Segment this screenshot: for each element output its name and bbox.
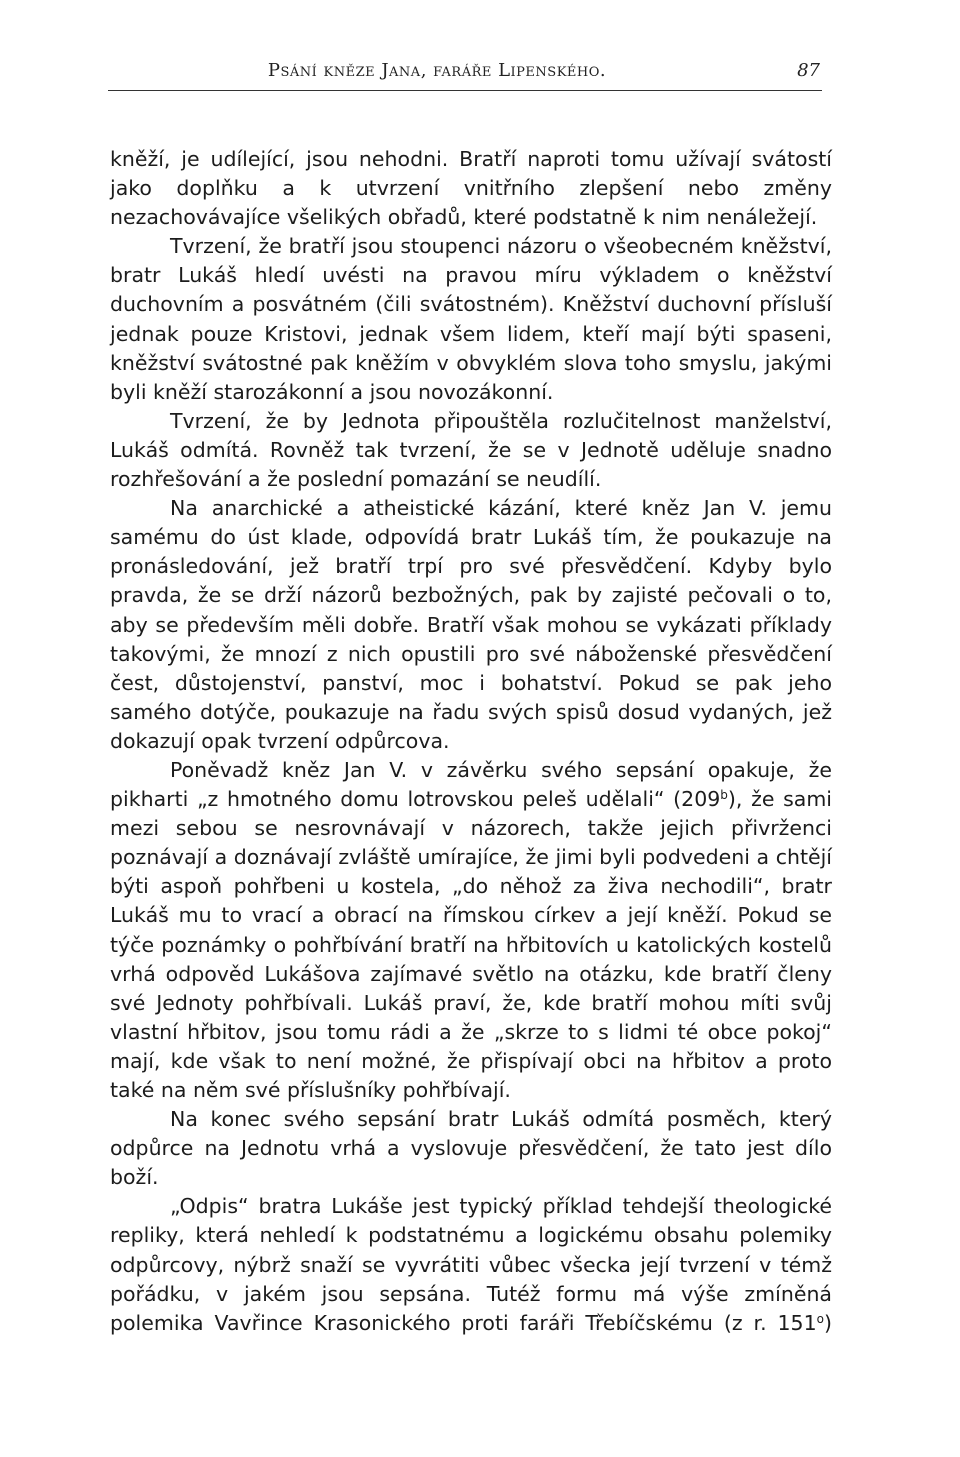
running-title: Psání kněze Jana, faráře Lipenského. (267, 60, 607, 81)
paragraph (110, 1192, 832, 1337)
paragraph: Na anarchické a atheistické kázání, které kněz Jan V. jemu samému do úst klade, odpovídá bratr Lukáš tím, že poukazuje na pronásledování, jež bratří trpí pro své přesvědčení. Kdyby bylo pravda, že se drží názorů bezbožných, pak by zajisté pečovali o to, aby se především měli dobře. Bratří však mohou se vykázati příklady takovými, že mnozí z nich opustili pro své náboženské přesvědčení čest, důstojenství, panství, moc i bohatství. Pokud se pak jeho samého dotýče, poukazuje na řadu svých spisů dosud vydaných, jež dokazují opak tvrzení odpůrcova. (110, 496, 832, 753)
body-text (110, 145, 832, 1338)
paragraph: Na konec svého sepsání bratr Lukáš odmítá posměch, který odpůrce na Jednotu vrhá a vyslovuje přesvědčení, že tato jest dílo boží. (110, 1107, 832, 1190)
paragraph-text: ), že sami mezi sebou se nesrovnávají v názorech, takže jejich přivrženci poznávají a doznávají zvláště umírajíce, že jimi byli podvedeni a chtějí býti aspoň pohřbeni u kostela, „do něhož za živa nechodili“, bratr Lukáš mu to vrací a obrací na římskou církev a její kněží. Pokud se týče poznámky o pohřbívání bratří na hřbitovích u katolických kostelů vrhá odpověd Lukášova zajímavé světlo na otázku, kde bratří členy své Jednoty pohřbívali. Lukáš praví, že, kde bratří mohou míti svůj vlastní hřbitov, jsou tomu rádi a že „skrze to s lidmi té obce pokoj“ mají, kde však to není možné, že přispívají obci na hřbitov a proto také na něm své příslušníky pohřbívají. (110, 787, 833, 1102)
paragraph-text: ) (824, 1310, 832, 1335)
header-rule (108, 90, 822, 91)
paragraph: Tvrzení, že bratří jsou stoupenci názoru o všeobecném kněžství, bratr Lukáš hledí uvésti na pravou míru výkladem o kněžství duchovním a posvátném (čili svátostném). Kněžství duchovní přísluší jednak pouze Kristovi, jednak všem lidem, kteří mají býti spaseni, kněžství svátostné pak kněžím v obvyklém slova toho smyslu, jakými byli kněží starozákonní a jsou novozákonní. (110, 234, 832, 404)
paragraph: kněží, je udílející, jsou nehodni. Bratří naproti tomu užívají svátostí jako doplňku a k utvrzení vnitřního zlepšení nebo změny nezachovávajíce všelikých obřadů, které podstatně k nim nenáležejí. (110, 147, 832, 230)
paragraph-text: „Odpis“ bratra Lukáše jest typický příklad tehdejší theologické repliky, která nehledí k podstatnému a logickému obsahu polemiky odpůrcovy, nýbrž snaží se vyvrátiti vůbec všecka její tvrzení v témž pořádku, v jakém jsou sepsána. Tutéž formu má výše zmíněná polemika Vavřince Krasonického proti faráři Třebíčskému (z r. 151 (110, 1194, 832, 1335)
page-number: 87 (797, 60, 820, 81)
paragraph-text: Poněvadž kněz Jan V. v závěrku svého sepsání opakuje, že pikharti „z hmotného domu lotrovskou peleš udělali“ (209 (110, 757, 832, 812)
running-head (108, 58, 826, 88)
superscript: b (720, 788, 728, 803)
paragraph: Tvrzení, že by Jednota připouštěla rozlučitelnost manželství, Lukáš odmítá. Rovněž tak tvrzení, že se v Jednotě uděluje snadno rozhřešování a že poslední pomazání se neudílí. (110, 408, 832, 492)
paragraph (110, 756, 832, 1105)
superscript: o (816, 1311, 824, 1326)
